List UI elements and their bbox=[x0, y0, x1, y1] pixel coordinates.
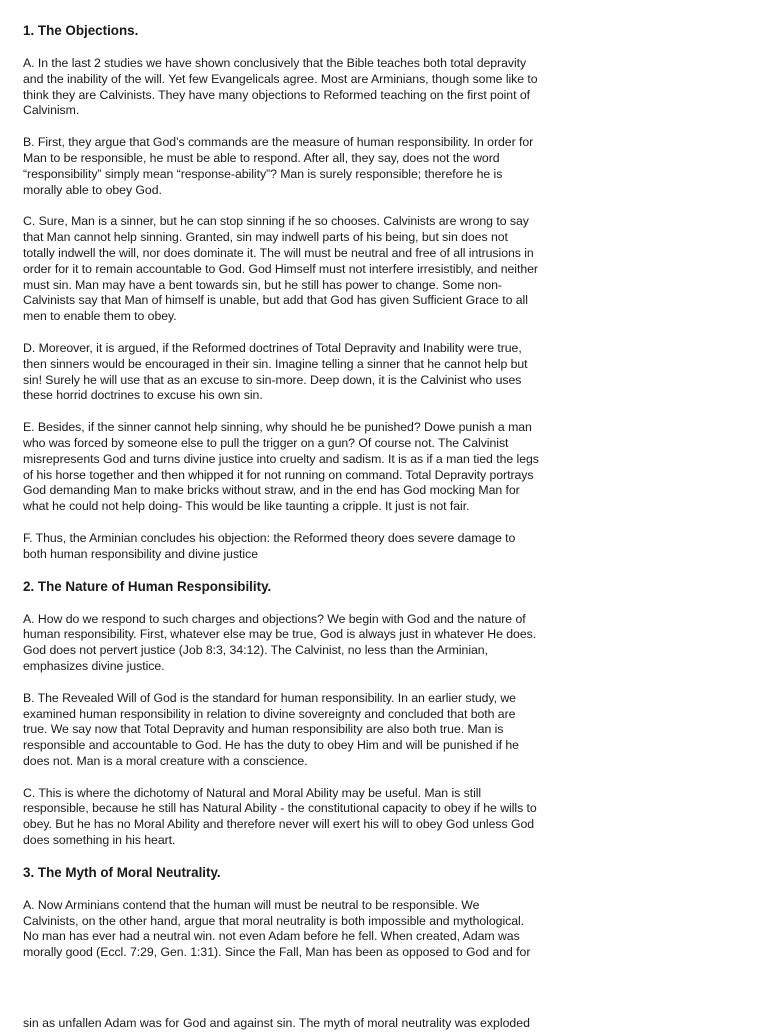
paragraph-1e bbox=[23, 420, 613, 515]
text-line: misrepresents God and turns divine justice into cruelty and sadism. It is as if a man tied the legs bbox=[23, 451, 539, 466]
text-line: order for it to remain accountable to God. God Himself must not interfere irresistibly, and neither bbox=[23, 261, 538, 276]
text-line: men to enable them to obey. bbox=[23, 309, 177, 324]
text-line: human responsibility. First, whatever else may be true, God is always just in whatever He does. bbox=[23, 627, 537, 642]
paragraph-2c bbox=[23, 786, 613, 849]
text-line: A. Now Arminians contend that the human will must be neutral to be responsible. We bbox=[23, 897, 480, 912]
text-line: true. We say now that Total Depravity and human responsibility are also both true. Man is bbox=[23, 722, 504, 737]
text-line: sin! Surely he will use that as an excuse to sin-more. Deep down, it is the Calvinist who uses bbox=[23, 372, 522, 387]
text-line: God does not pervert justice (Job 8:3, 34:12). The Calvinist, no less than the Arminian, bbox=[23, 643, 488, 658]
text-line: who was forced by someone else to pull the trigger on a gun? Of course not. The Calvinist bbox=[23, 435, 509, 450]
section-heading: 1. The Objections. bbox=[23, 23, 139, 38]
text-line: “responsibility” simply mean “response-ability”? Man is surely responsible; therefore he is bbox=[23, 166, 503, 181]
text-line: does not. Man is a moral creature with a conscience. bbox=[23, 753, 308, 768]
text-line: that Man cannot help sinning. Granted, sin may indwell parts of his being, but sin does not bbox=[23, 230, 508, 245]
text-line: No man has ever had a neutral win. not even Adam before he fell. When created, Adam was bbox=[23, 929, 520, 944]
text-line: Calvinism. bbox=[23, 103, 80, 118]
text-line: then sinners would be encouraged in their sin. Imagine telling a sinner that he cannot help but bbox=[23, 356, 528, 371]
text-line: morally able to obey God. bbox=[23, 182, 162, 197]
text-line: C. Sure, Man is a sinner, but he can stop sinning if he so chooses. Calvinists are wrong to say bbox=[23, 214, 529, 229]
text-line: both human responsibility and divine justice bbox=[23, 546, 258, 561]
document-page bbox=[23, 23, 613, 977]
text-line: C. This is where the dichotomy of Natural and Moral Ability may be useful. Man is still bbox=[23, 785, 482, 800]
text-line: does something in his heart. bbox=[23, 833, 176, 848]
text-line: B. First, they argue that God’s commands are the measure of human responsibility. In order for bbox=[23, 135, 534, 150]
text-line: Calvinists, on the other hand, argue that moral neutrality is both impossible and mythological. bbox=[23, 913, 525, 928]
text-line: D. Moreover, it is argued, if the Reformed doctrines of Total Depravity and Inability were true, bbox=[23, 340, 522, 355]
text-line: what he could not help doing- This would be like taunting a cripple. It just is not fair. bbox=[23, 499, 470, 514]
section-moral-neutrality bbox=[23, 865, 613, 961]
paragraph-1f bbox=[23, 531, 613, 563]
text-line: must sin. Man may have a bent towards sin, but he still has power to change. Some non- bbox=[23, 277, 502, 292]
text-line: responsible and accountable to God. He has the duty to obey Him and will be punished if he bbox=[23, 738, 519, 753]
text-line: Man to be responsible, he must be able to respond. After all, they say, does not the word bbox=[23, 150, 500, 165]
paragraph-2b bbox=[23, 691, 613, 770]
paragraph-1b bbox=[23, 135, 613, 198]
text-line: B. The Revealed Will of God is the standard for human responsibility. In an earlier study, we bbox=[23, 690, 516, 705]
section-human-responsibility bbox=[23, 579, 613, 849]
text-line: emphasizes divine justice. bbox=[23, 658, 165, 673]
text-line: obey. But he has no Moral Ability and therefore never will exert his will to obey God unless God bbox=[23, 817, 535, 832]
paragraph-2a bbox=[23, 612, 613, 675]
section-heading: 3. The Myth of Moral Neutrality. bbox=[23, 864, 221, 880]
text-line: A. In the last 2 studies we have shown conclusively that the Bible teaches both total depravity bbox=[23, 56, 527, 70]
text-line: morally good (Eccl. 7:29, Gen. 1:31). Since the Fall, Man has been as opposed to God and for bbox=[23, 945, 531, 960]
paragraph-3a bbox=[23, 898, 613, 961]
text-line: of his horse together and then whipped it for not running on command. Total Depravity portrays bbox=[23, 467, 534, 482]
text-line: examined human responsibility in relation to divine sovereignty and concluded that both are bbox=[23, 706, 516, 721]
paragraph-1c bbox=[23, 214, 613, 325]
text-line: think they are Calvinists. They have many objections to Reformed teaching on the first point of bbox=[23, 87, 530, 102]
text-line: E. Besides, if the sinner cannot help sinning, why should he be punished? Dowe punish a man bbox=[23, 420, 532, 435]
text-line: responsible, because he still has Natural Ability - the constitutional capacity to obey if he wills to bbox=[23, 801, 537, 816]
text-line: and the inability of the will. Yet few Evangelicals agree. Most are Arminians, though some like to bbox=[23, 71, 538, 86]
text-line: Calvinists say that Man of himself is unable, but add that God has given Sufficient Grace to all bbox=[23, 293, 528, 308]
text-line: these horrid doctrines to excuse his own sin. bbox=[23, 388, 263, 403]
text-line: A. How do we respond to such charges and objections? We begin with God and the nature of bbox=[23, 611, 526, 626]
text-line: totally indwell the will, nor does dominate it. The will must be neutral and free of all intrusions in bbox=[23, 245, 534, 260]
paragraph-1d bbox=[23, 341, 613, 404]
text-line: F. Thus, the Arminian concludes his objection: the Reformed theory does severe damage to bbox=[23, 530, 516, 545]
text-line: God demanding Man to make bricks without straw, and in the end has God mocking Man for bbox=[23, 483, 520, 498]
next-page-text-fragment: sin as unfallen Adam was for God and against sin. The myth of moral neutrality was exploded bbox=[23, 1016, 530, 1030]
section-heading: 2. The Nature of Human Responsibility. bbox=[23, 578, 272, 594]
section-objections bbox=[23, 23, 613, 563]
paragraph-1a bbox=[23, 56, 613, 119]
